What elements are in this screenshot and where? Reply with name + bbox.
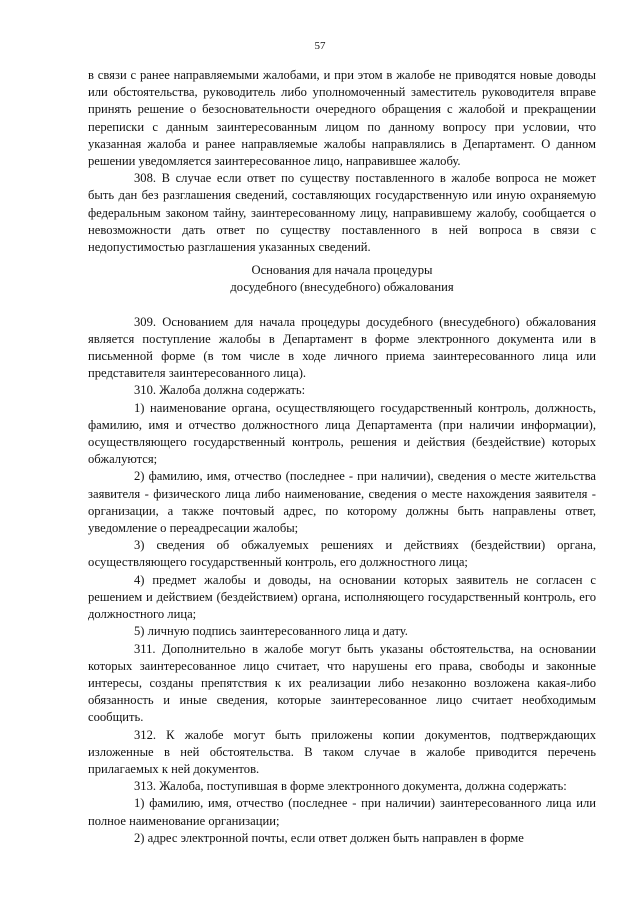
paragraph-310-item-4: 4) предмет жалобы и доводы, на основании которых заявитель не согласен с решением и действием (бездействием) органа, исполняющего государственный контроль, его должностного лица; <box>88 572 596 622</box>
paragraph-310-item-2: 2) фамилию, имя, отчество (последнее - при наличии), сведения о месте жительства заявителя - физического лица либо наименование, сведения о месте нахождения заявителя - организации, а также почтовый адрес, по которому должны быть направлены ответ, уведомление о переадресации жалобы; <box>88 469 596 536</box>
paragraph-310: 310. Жалоба должна содержать: <box>134 383 306 398</box>
paragraph-313: 313. Жалоба, поступившая в форме электронного документа, должна содержать: <box>134 779 567 794</box>
paragraph-310-item-5: 5) личную подпись заинтересованного лица и дату. <box>134 624 408 639</box>
paragraph-308: 308. В случае если ответ по существу поставленного в жалобе вопроса не может быть дан без разглашения сведений, составляющих государственную или иную охраняемую федеральным законом тайну, заинтересованному лицу, направившему жалобу, сообщается о невозможности дать ответ по существу поставленного в ней вопроса в связи с недопустимостью разглашения указанных сведений. <box>88 171 596 255</box>
paragraph-313-item-2: 2) адрес электронной почты, если ответ должен быть направлен в форме <box>134 830 524 845</box>
section-heading <box>88 262 596 296</box>
section-heading-line-2: досудебного (внесудебного) обжалования <box>230 280 454 295</box>
page-number: 57 <box>314 40 326 52</box>
paragraph-310-item-3: 3) сведения об обжалуемых решениях и действиях (бездействии) органа, осуществляющего государственный контроль, его должностного лица; <box>88 538 596 570</box>
paragraph-309: 309. Основанием для начала процедуры досудебного (внесудебного) обжалования является поступление жалобы в Департамент в форме электронного документа или в письменной форме (в том числе в ходе личного приема заинтересованного лица или представителя заинтересованного лица). <box>88 314 596 381</box>
paragraph-311: 311. Дополнительно в жалобе могут быть указаны обстоятельства, на основании которых заинтересованное лицо считает, что нарушены его права, свободы и законные интересы, созданы препятствия к их реализации либо незаконно возложена какая-либо обязанность и иные сведения, которые заинтересованное лицо считает необходимым сообщить. <box>88 641 596 725</box>
paragraph-313-item-1: 1) фамилию, имя, отчество (последнее - при наличии) заинтересованного лица или полное наименование организации; <box>88 796 596 828</box>
paragraph-312: 312. К жалобе могут быть приложены копии документов, подтверждающих изложенные в ней обстоятельства. В таком случае в жалобе приводится перечень прилагаемых к ней документов. <box>88 727 596 776</box>
paragraph-307-continuation: в связи с ранее направляемыми жалобами, и при этом в жалобе не приводятся новые доводы или обстоятельства, руководитель либо уполномоченный заместитель руководителя вправе принять решение о безосновательности очередного обращения с жалобой и прекращении переписки с данным заинтересованным лицом по данному вопросу при условии, что указанная жалоба и ранее направляемые жалобы направлялись в Департамент. О данном решении уведомляется заинтересованное лицо, направившее жалобу. <box>88 68 596 169</box>
document-body <box>88 67 596 847</box>
section-heading-line-1: Основания для начала процедуры <box>251 263 433 278</box>
paragraph-310-item-1: 1) наименование органа, осуществляющего государственный контроль, должность, фамилию, имя и отчество должностного лица Департамента (при наличии информации), осуществляющего государственный контроль, решения и действия (бездействие) которых обжалуются; <box>88 400 596 467</box>
